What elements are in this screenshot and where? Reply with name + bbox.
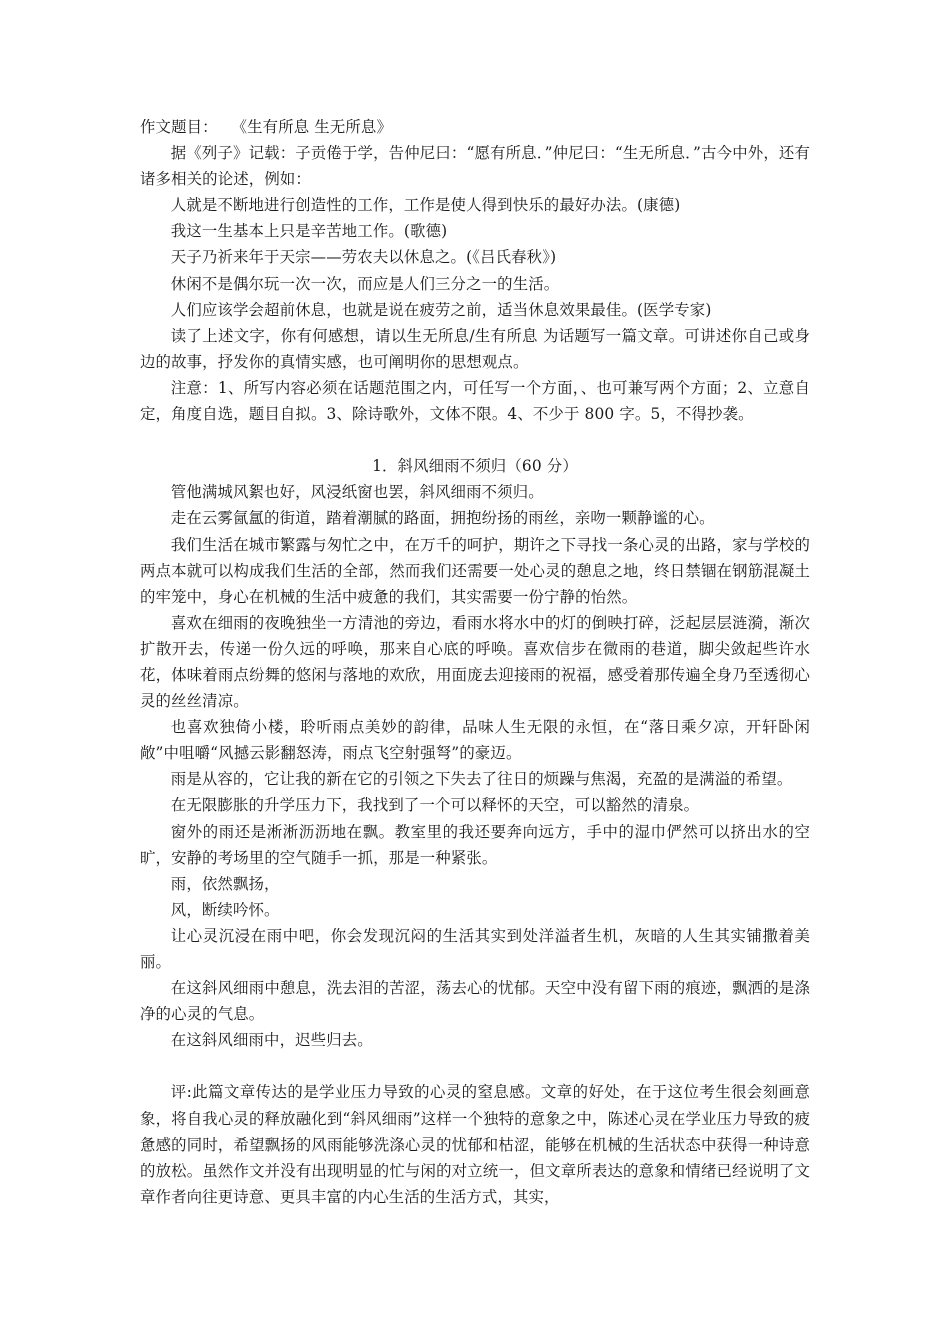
prompt-quote: 人就是不断地进行创造性的工作，工作是使人得到快乐的最好办法。(康德)	[170, 196, 681, 215]
essay-paragraph: 在这斜风细雨中憩息，洗去泪的苦涩，荡去心的忧郁。天空中没有留下雨的痕迹，飘洒的是涤净的心灵的气息。	[140, 979, 810, 1024]
prompt-quote: 天子乃祈来年于天宗——劳农夫以休息之。(《吕氏春秋》)	[170, 248, 557, 267]
essay-comment: 评:此篇文章传达的是学业压力导致的心灵的窒息感。文章的好处，在于这位考生很会刻画意象，将自我心灵的释放融化到“斜风细雨”这样一个独特的意象之中，陈述心灵在学业压力导致的疲惫感的同时，希望飘扬的风雨能够洗涤心灵的忧郁和枯涩，能够在机械的生活状态中获得一种诗意的放松。虽然作文并没有出现明显的忙与闲的对立统一，但文章所表达的意象和情绪已经说明了文章作者向往更诗意、更具丰富的内心生活的生活方式，其实，	[140, 1083, 810, 1206]
prompt-quote: 休闲不是偶尔玩一次一次，而应是人们三分之一的生活。	[170, 274, 560, 293]
essay-paragraph: 雨，依然飘扬，	[170, 874, 280, 893]
essay-paragraph: 走在云雾氤氲的街道，踏着潮腻的路面，拥抱纷扬的雨丝，亲吻一颗静谧的心。	[170, 509, 715, 528]
essay-heading: 1．斜风细雨不须归（60 分）	[372, 457, 578, 476]
essay-paragraph: 我们生活在城市繁露与匆忙之中，在万千的呵护，期许之下寻找一条心灵的出路，家与学校的两点本就可以构成我们生活的全部，然而我们还需要一处心灵的憩息之地，终日禁锢在钢筋混凝土的牢笼中，身心在机械的生活中疲惫的我们，其实需要一份宁静的怡然。	[140, 535, 810, 606]
prompt-title-line	[140, 114, 810, 140]
prompt-title: 《生有所息 生无所息》	[239, 118, 393, 136]
prompt-intro: 据《列子》记载：子贡倦于学，告仲尼曰：“愿有所息．”仲尼曰：“生无所息．”古今中外，还有诸多相关的论述，例如：	[140, 144, 810, 189]
essay-paragraph: 在无限膨胀的升学压力下，我找到了一个可以释怀的天空，可以豁然的清泉。	[170, 796, 700, 815]
spacer	[140, 427, 810, 453]
prompt-notice: 注意：1、所写内容必须在话题范围之内，可任写一个方面，、也可兼写两个方面；2、立意自定，角度自选，题目自拟。3、除诗歌外，文体不限。4、不少于 800 字。5，不得抄袭。	[140, 378, 810, 424]
essay-paragraph: 窗外的雨还是淅淅沥沥地在飘。教室里的我还要奔向远方，手中的湿巾俨然可以挤出水的空旷，安静的考场里的空气随手一抓，那是一种紧张。	[140, 822, 810, 867]
spacer	[140, 1053, 810, 1079]
essay-paragraph: 喜欢在细雨的夜晚独坐一方清池的旁边，看雨水将水中的灯的倒映打碎，泛起层层涟漪，渐次扩散开去，传递一份久远的呼唤，那来自心底的呼唤。喜欢信步在微雨的巷道，脚尖敛起些许水花，体味着雨点纷舞的悠闲与落地的欢欣，用面庞去迎接雨的祝福，感受着那传遍全身乃至透彻心灵的丝丝清凉。	[140, 613, 810, 711]
essay-paragraph: 也喜欢独倚小楼，聆听雨点美妙的韵律，品味人生无限的永恒，在“落日乘夕凉，开轩卧闲敞”中咀嚼“风撼云影翻怒涛，雨点飞空射强弩”的豪迈。	[140, 718, 810, 763]
essay-paragraph: 风，断续吟怀。	[170, 900, 280, 919]
essay-paragraph: 管他满城风絮也好，风浸纸窗也罢，斜风细雨不须归。	[170, 483, 544, 502]
prompt-quote: 我这一生基本上只是辛苦地工作。(歌德)	[170, 222, 448, 241]
document-body	[140, 114, 810, 1210]
essay-paragraph: 让心灵沉浸在雨中吧，你会发现沉闷的生活其实到处洋溢者生机，灰暗的人生其实铺撒着美丽。	[140, 926, 810, 971]
prompt-title-label: 作文题目：	[140, 118, 218, 136]
prompt-quote: 人们应该学会超前休息，也就是说在疲劳之前，适当休息效果最佳。(医学专家)	[170, 300, 712, 319]
prompt-instruction: 读了上述文字，你有何感想，请以生无所息/生有所息 为话题写一篇文章。可讲述你自己或身边的故事，抒发你的真情实感，也可阐明你的思想观点。	[140, 326, 810, 371]
essay-paragraph: 雨是从容的，它让我的新在它的引领之下失去了往日的烦躁与焦渴，充盈的是满溢的希望。	[170, 770, 793, 789]
essay-paragraph: 在这斜风细雨中，迟些归去。	[170, 1031, 373, 1050]
